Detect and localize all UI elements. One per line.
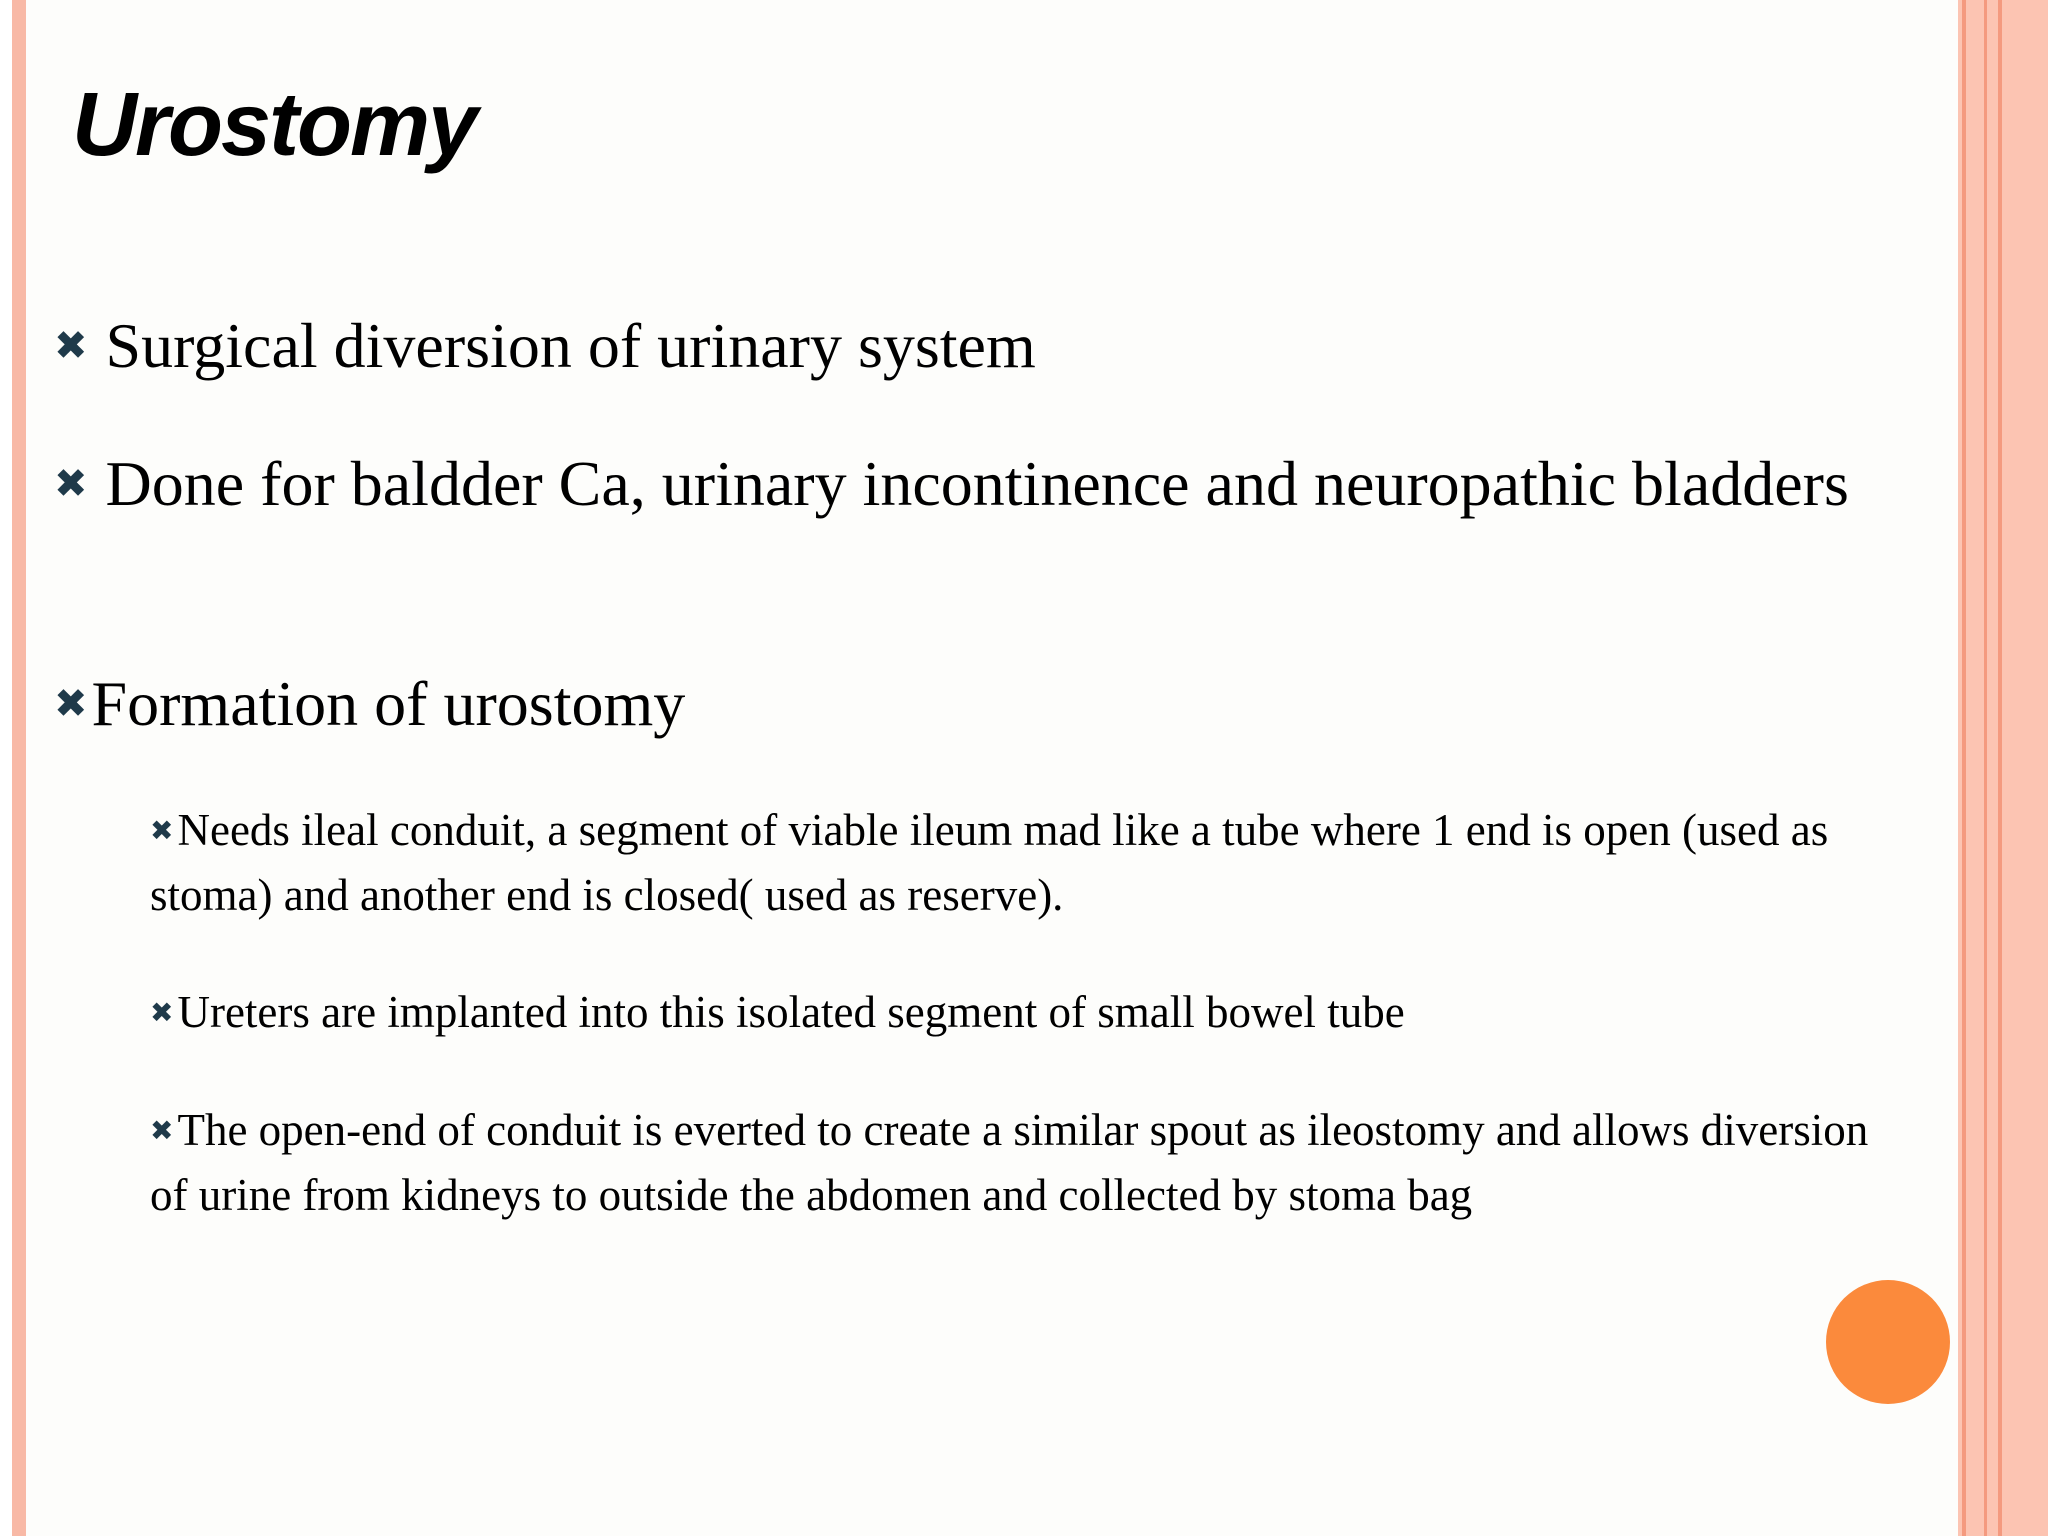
x-bullet-icon: ✖ [54,323,88,370]
right-band-line [1998,0,2002,1536]
sub-bullet-item [150,800,1910,926]
right-accent-band [1958,0,2048,1536]
sub-bullet-item [150,982,1910,1047]
decorative-orange-circle [1826,1280,1950,1404]
bullet-text: Formation of urostomy [91,668,686,739]
right-band-line [1984,0,1987,1536]
sub-bullet-text: The open-end of conduit is everted to create a similar spout as ileostomy and allows diversion of urine from kidneys to outside the abdomen and collected by stoma bag [150,1105,1869,1221]
x-bullet-icon: ✖ [150,996,174,1030]
x-bullet-icon: ✖ [150,1114,174,1148]
sub-bullet-item [150,1100,1910,1226]
bullet-item [54,302,1894,396]
slide-title: Urostomy [72,75,477,175]
sub-bullet-text: Ureters are implanted into this isolated segment of small bowel tube [177,987,1405,1037]
content-panel [26,0,1958,1536]
bullet-text: Done for baldder Ca, urinary incontinence and neuropathic bladders [105,448,1849,519]
bullet-text: Surgical diversion of urinary system [105,310,1036,381]
bullet-item [54,440,1894,534]
x-bullet-icon: ✖ [150,814,174,848]
right-band-line [1962,0,1966,1536]
left-accent-stripe [12,0,26,1536]
sub-bullet-text: Needs ileal conduit, a segment of viable ileum mad like a tube where 1 end is open (used as stoma) and another end is closed( used as reserve). [150,805,1829,921]
bullet-item [54,660,1894,754]
x-bullet-icon: ✖ [54,681,88,728]
x-bullet-icon: ✖ [54,461,88,508]
